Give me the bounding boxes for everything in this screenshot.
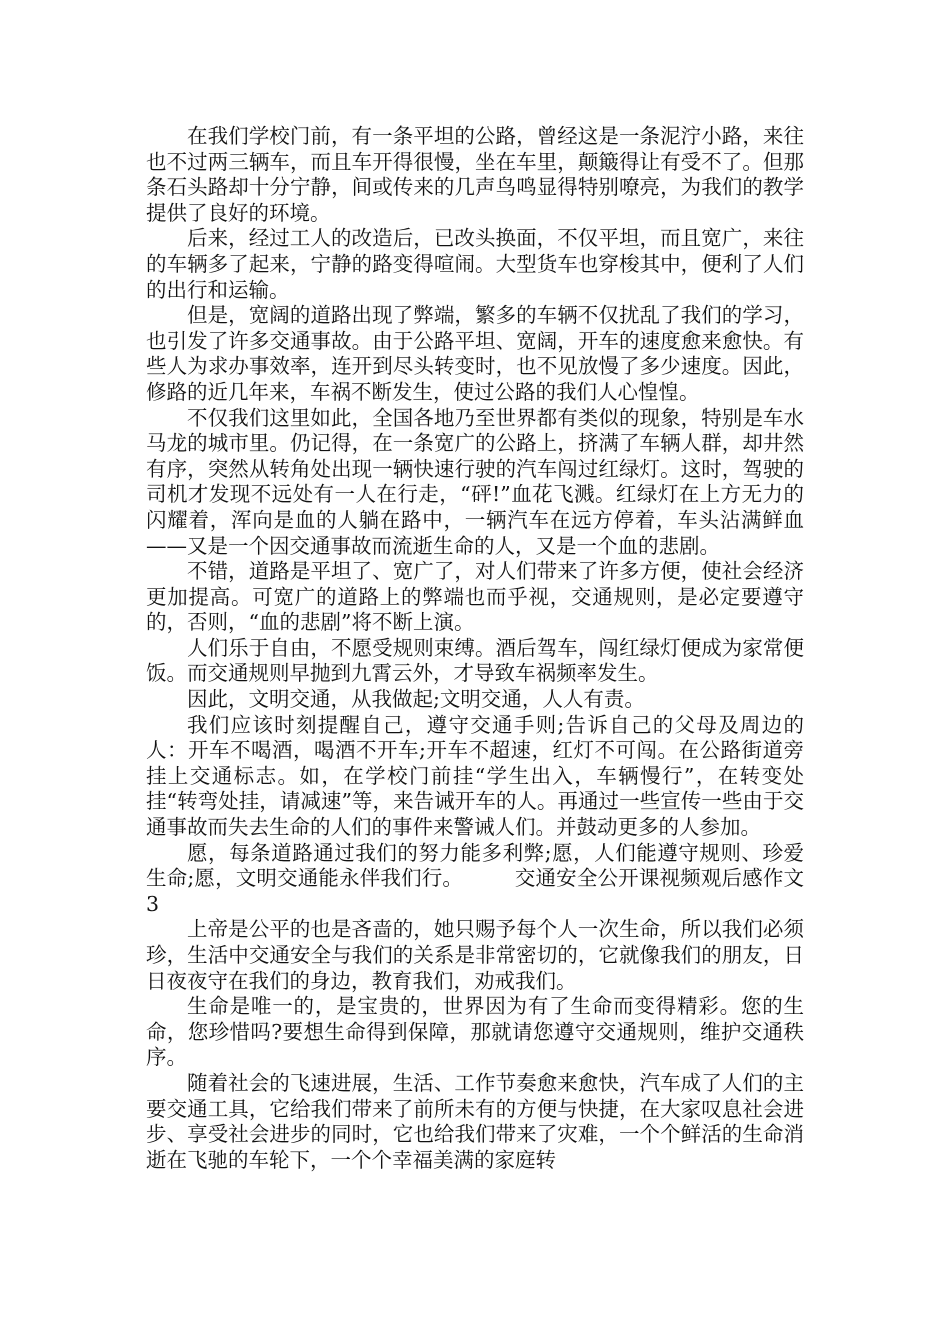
paragraph-7: 因此，文明交通，从我做起;文明交通，人人有责。 — [187, 687, 645, 712]
paragraph-4: 不仅我们这里如此，全国各地乃至世界都有类似的现象，特别是车水马龙的城市里。仍记得，在一条宽广的公路上，挤满了车辆人群，却井然有序，突然从转角处出现一辆快速行驶的汽车闯过红绿灯。这时，驾驶的司机才发现不远处有一人在行走，“砰!”血花飞溅。红绿灯在上方无力的闪耀着，浑向是血的人躺在路中，一辆汽车在远方停着，车头沾满鲜血——又是一个因交通事故而流逝生命的人，又是一个血的悲剧。 — [146, 405, 804, 558]
paragraph-9: 愿，每条道路通过我们的努力能多利弊;愿，人们能遵守规则、珍爱生命;愿，文明交通能永伴我们行。 交通安全公开课视频观后感作文3 — [146, 840, 804, 916]
paragraph-6: 人们乐于自由，不愿受规则束缚。酒后驾车，闯红绿灯便成为家常便饭。而交通规则早抛到九霄云外，才导致车祸频率发生。 — [146, 635, 804, 686]
paragraph-11: 生命是唯一的，是宝贵的，世界因为有了生命而变得精彩。您的生命，您珍惜吗?要想生命得到保障，那就请您遵守交通规则，维护交通秩序。 — [146, 994, 804, 1070]
paragraph-10: 上帝是公平的也是吝啬的，她只赐予每个人一次生命，所以我们必须珍，生活中交通安全与我们的关系是非常密切的，它就像我们的朋友，日日夜夜守在我们的身边，教育我们，劝戒我们。 — [146, 917, 804, 993]
paragraph-8: 我们应该时刻提醒自己，遵守交通手则;告诉自己的父母及周边的人：开车不喝酒，喝酒不开车;开车不超速，红灯不可闯。在公路街道旁挂上交通标志。如，在学校门前挂“学生出入，车辆慢行”，在转变处挂“转弯处挂，请减速”等，来告诫开车的人。再通过一些宣传一些由于交通事故而失去生命的人们的事件来警诫人们。并鼓动更多的人参加。 — [146, 712, 804, 840]
document-page — [146, 124, 804, 1173]
paragraph-3: 但是，宽阔的道路出现了弊端，繁多的车辆不仅扰乱了我们的学习，也引发了许多交通事故。由于公路平坦、宽阔，开车的速度愈来愈快。有些人为求办事效率，连开到尽头转变时，也不见放慢了多少速度。因此，修路的近几年来，车祸不断发生，使过公路的我们人心惶惶。 — [146, 303, 804, 404]
paragraph-5: 不错，道路是平坦了、宽广了，对人们带来了许多方便，使社会经济更加提高。可宽广的道路上的弊端也而乎视，交通规则，是必定要遵守的，否则，“血的悲剧”将不断上演。 — [146, 559, 804, 635]
paragraph-2: 后来，经过工人的改造后，已改头换面，不仅平坦，而且宽广，来往的车辆多了起来，宁静的路变得喧闹。大型货车也穿梭其中，便利了人们的出行和运输。 — [146, 226, 804, 302]
paragraph-1: 在我们学校门前，有一条平坦的公路，曾经这是一条泥泞小路，来往也不过两三辆车，而且车开得很慢，坐在车里，颠簸得让有受不了。但那条石头路却十分宁静，间或传来的几声鸟鸣显得特别嘹亮，为我们的教学提供了良好的环境。 — [146, 124, 804, 225]
paragraph-12: 随着社会的飞速进展，生活、工作节奏愈来愈快，汽车成了人们的主要交通工具，它给我们带来了前所未有的方便与快捷，在大家叹息社会进步、享受社会进步的同时，它也给我们带来了灾难，一个个鲜活的生命消逝在飞驰的车轮下，一个个幸福美满的家庭转 — [146, 1070, 804, 1172]
